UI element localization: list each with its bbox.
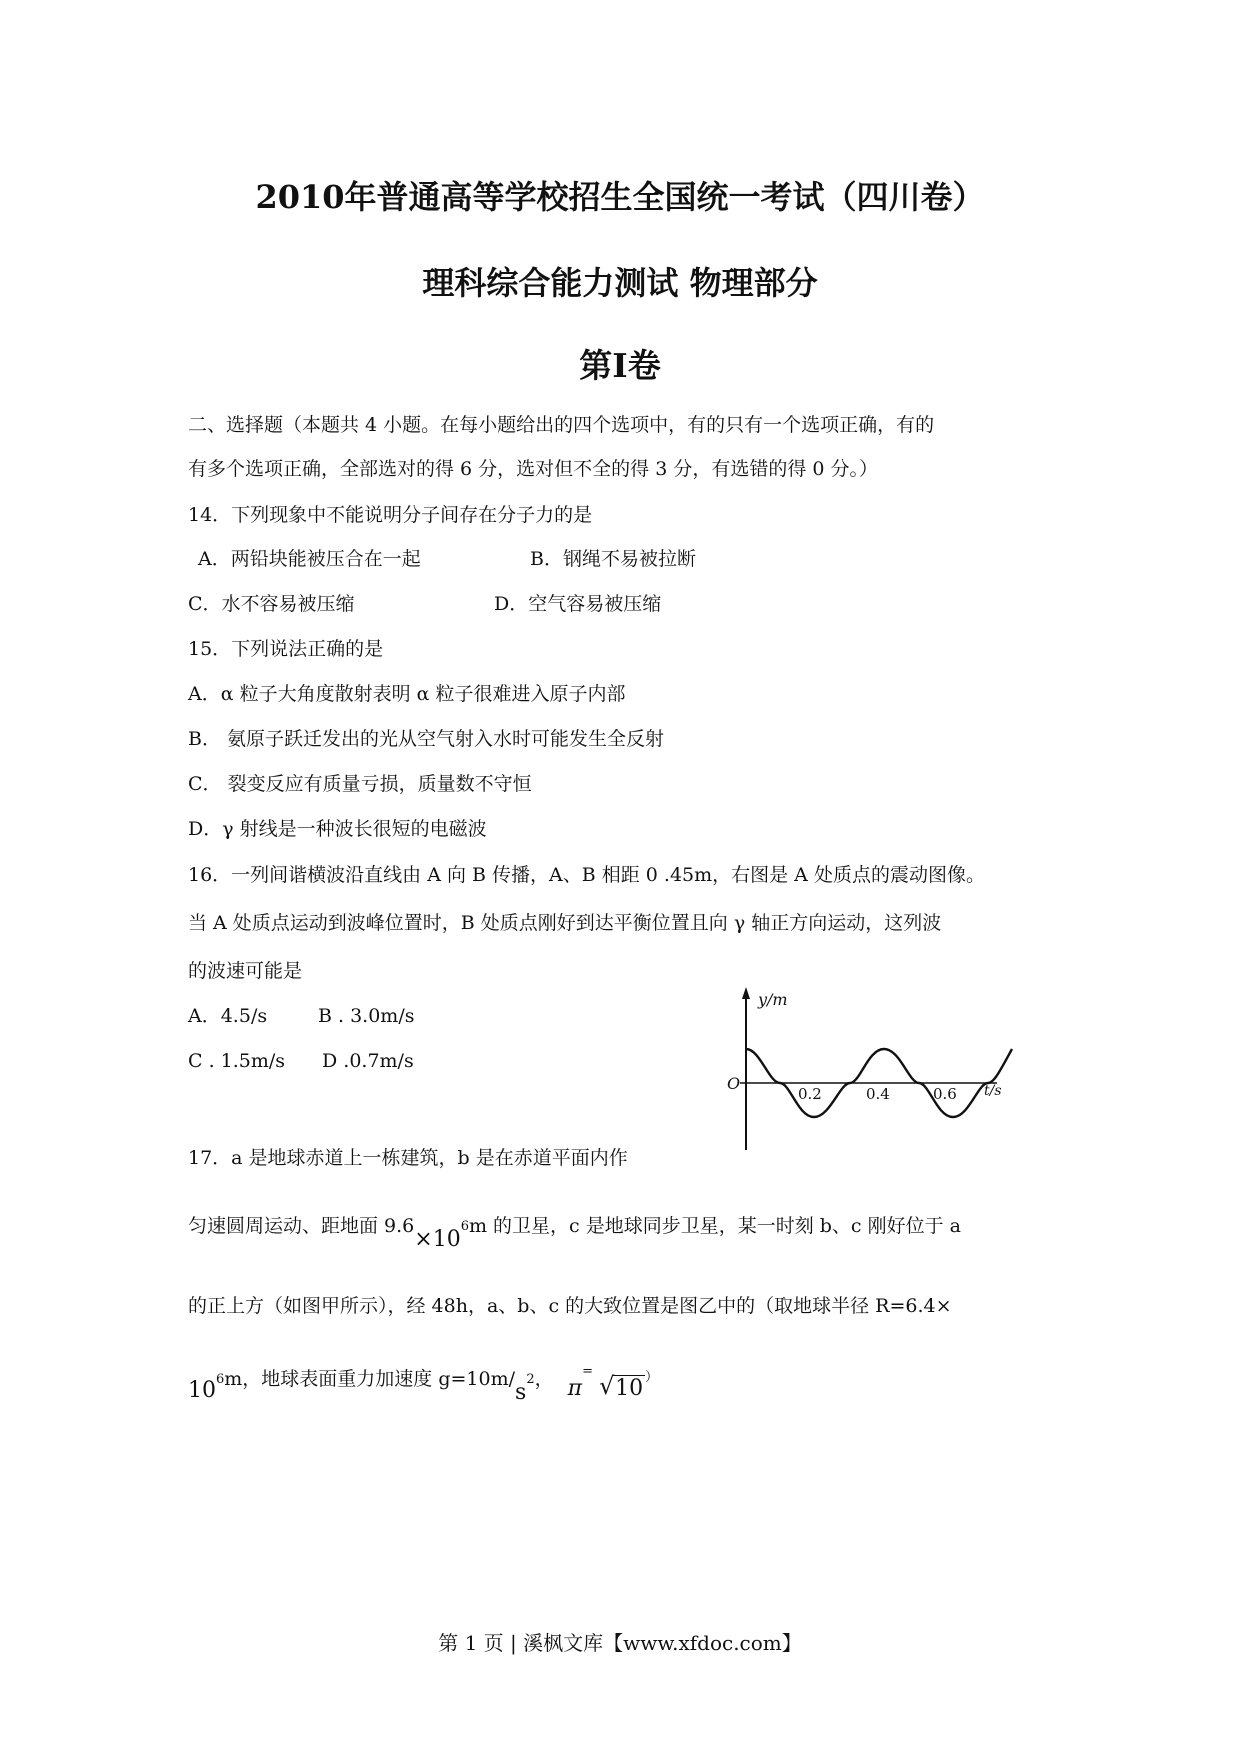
q15-option-c: C． 裂变反应有质量亏损，质量数不守恒 <box>188 773 532 795</box>
x-axis-label: t/s <box>984 1083 1002 1099</box>
pi-symbol: π <box>567 1376 583 1401</box>
q16-stem-line-1: 16．一列间谐横波沿直线由 A 向 B 传播，A、B 相距 0 .45m，右图是 A 处质点的震动图像。 <box>188 864 985 886</box>
equals-sign: = <box>582 1364 594 1379</box>
q14-option-a: A．两铅块能被压合在一起 <box>198 548 421 570</box>
q16-stem-line-3: 的波速可能是 <box>188 960 303 982</box>
exponent: 2 <box>526 1372 535 1387</box>
sqrt-expression <box>599 1372 645 1402</box>
page-subtitle: 理科综合能力测试 物理部分 <box>422 264 818 302</box>
ten-base: 10 <box>432 1227 461 1252</box>
unit-s: s <box>515 1380 527 1405</box>
instructions-line-2: 有多个选项正确，全部选对的得 6 分，选对但不全的得 3 分，有选错的得 0 分。） <box>188 458 879 480</box>
q17-text: ， <box>534 1368 554 1390</box>
exponent: 6 <box>460 1219 469 1234</box>
tick-label: 0.4 <box>866 1085 890 1103</box>
q17-text: m，地球表面重力加速度 g=10m/ <box>224 1368 516 1390</box>
vibration-graph <box>722 985 1022 1155</box>
q17-stem-line-2 <box>188 1213 961 1252</box>
q17-text: m 的卫星，c 是地球同步卫星，某一时刻 b、c 刚好位于 a <box>468 1215 961 1237</box>
ten-base: 10 <box>188 1378 216 1403</box>
y-axis-arrow <box>742 987 750 999</box>
q14-stem: 14．下列现象中不能说明分子间存在分子力的是 <box>188 504 593 526</box>
q17-stem-line-4 <box>188 1364 659 1405</box>
q16-option-c: C . 1.5m/s <box>188 1050 286 1072</box>
q14-option-b: B．钢绳不易被拉断 <box>530 548 696 570</box>
q15-option-a: A．α 粒子大角度散射表明 α 粒子很难进入原子内部 <box>188 683 626 705</box>
page-footer: 第 1 页 | 溪枫文库【www.xfdoc.com】 <box>438 1631 802 1655</box>
q15-option-d: D．γ 射线是一种波长很短的电磁波 <box>188 818 487 840</box>
tick-label: 0.6 <box>933 1085 957 1103</box>
q16-stem-line-2: 当 A 处质点运动到波峰位置时，B 处质点刚好到达平衡位置且向 γ 轴正方向运动，这列波 <box>188 912 942 934</box>
q14-option-d: D．空气容易被压缩 <box>494 593 662 615</box>
q15-option-b: B． 氨原子跃迁发出的光从空气射入水时可能发生全反射 <box>188 728 665 750</box>
sqrt-icon: √ <box>599 1372 615 1400</box>
q17-stem-line-1: 17．a 是地球赤道上一栋建筑，b 是在赤道平面内作 <box>188 1147 628 1169</box>
y-axis-label: y/m <box>758 990 788 1009</box>
volume-heading: 第I卷 <box>579 346 661 385</box>
exponent: 6 <box>216 1372 225 1387</box>
instructions-line-1: 二、选择题（本题共 4 小题。在每小题给出的四个选项中，有的只有一个选项正确，有的 <box>188 414 935 436</box>
q14-option-c: C．水不容易被压缩 <box>188 593 355 615</box>
q17-text: 匀速圆周运动、距地面 9.6 <box>188 1215 415 1237</box>
q17-stem-line-3: 的正上方（如图甲所示），经 48h，a、b、c 的大致位置是图乙中的（取地球半径 R=6.4× <box>188 1295 952 1317</box>
origin-label: O <box>727 1074 741 1093</box>
q16-option-d: D .0.7m/s <box>322 1050 414 1072</box>
page-title: 2010年普通高等学校招生全国统一考试（四川卷） <box>255 178 985 216</box>
sqrt-value: 10 <box>615 1376 644 1401</box>
times-symbol: × <box>414 1227 433 1252</box>
closing-paren: ） <box>645 1370 659 1385</box>
q15-stem: 15．下列说法正确的是 <box>188 638 384 660</box>
q16-option-a: A．4.5/s <box>188 1005 268 1027</box>
q16-option-b: B . 3.0m/s <box>318 1005 415 1027</box>
tick-label: 0.2 <box>798 1085 822 1103</box>
